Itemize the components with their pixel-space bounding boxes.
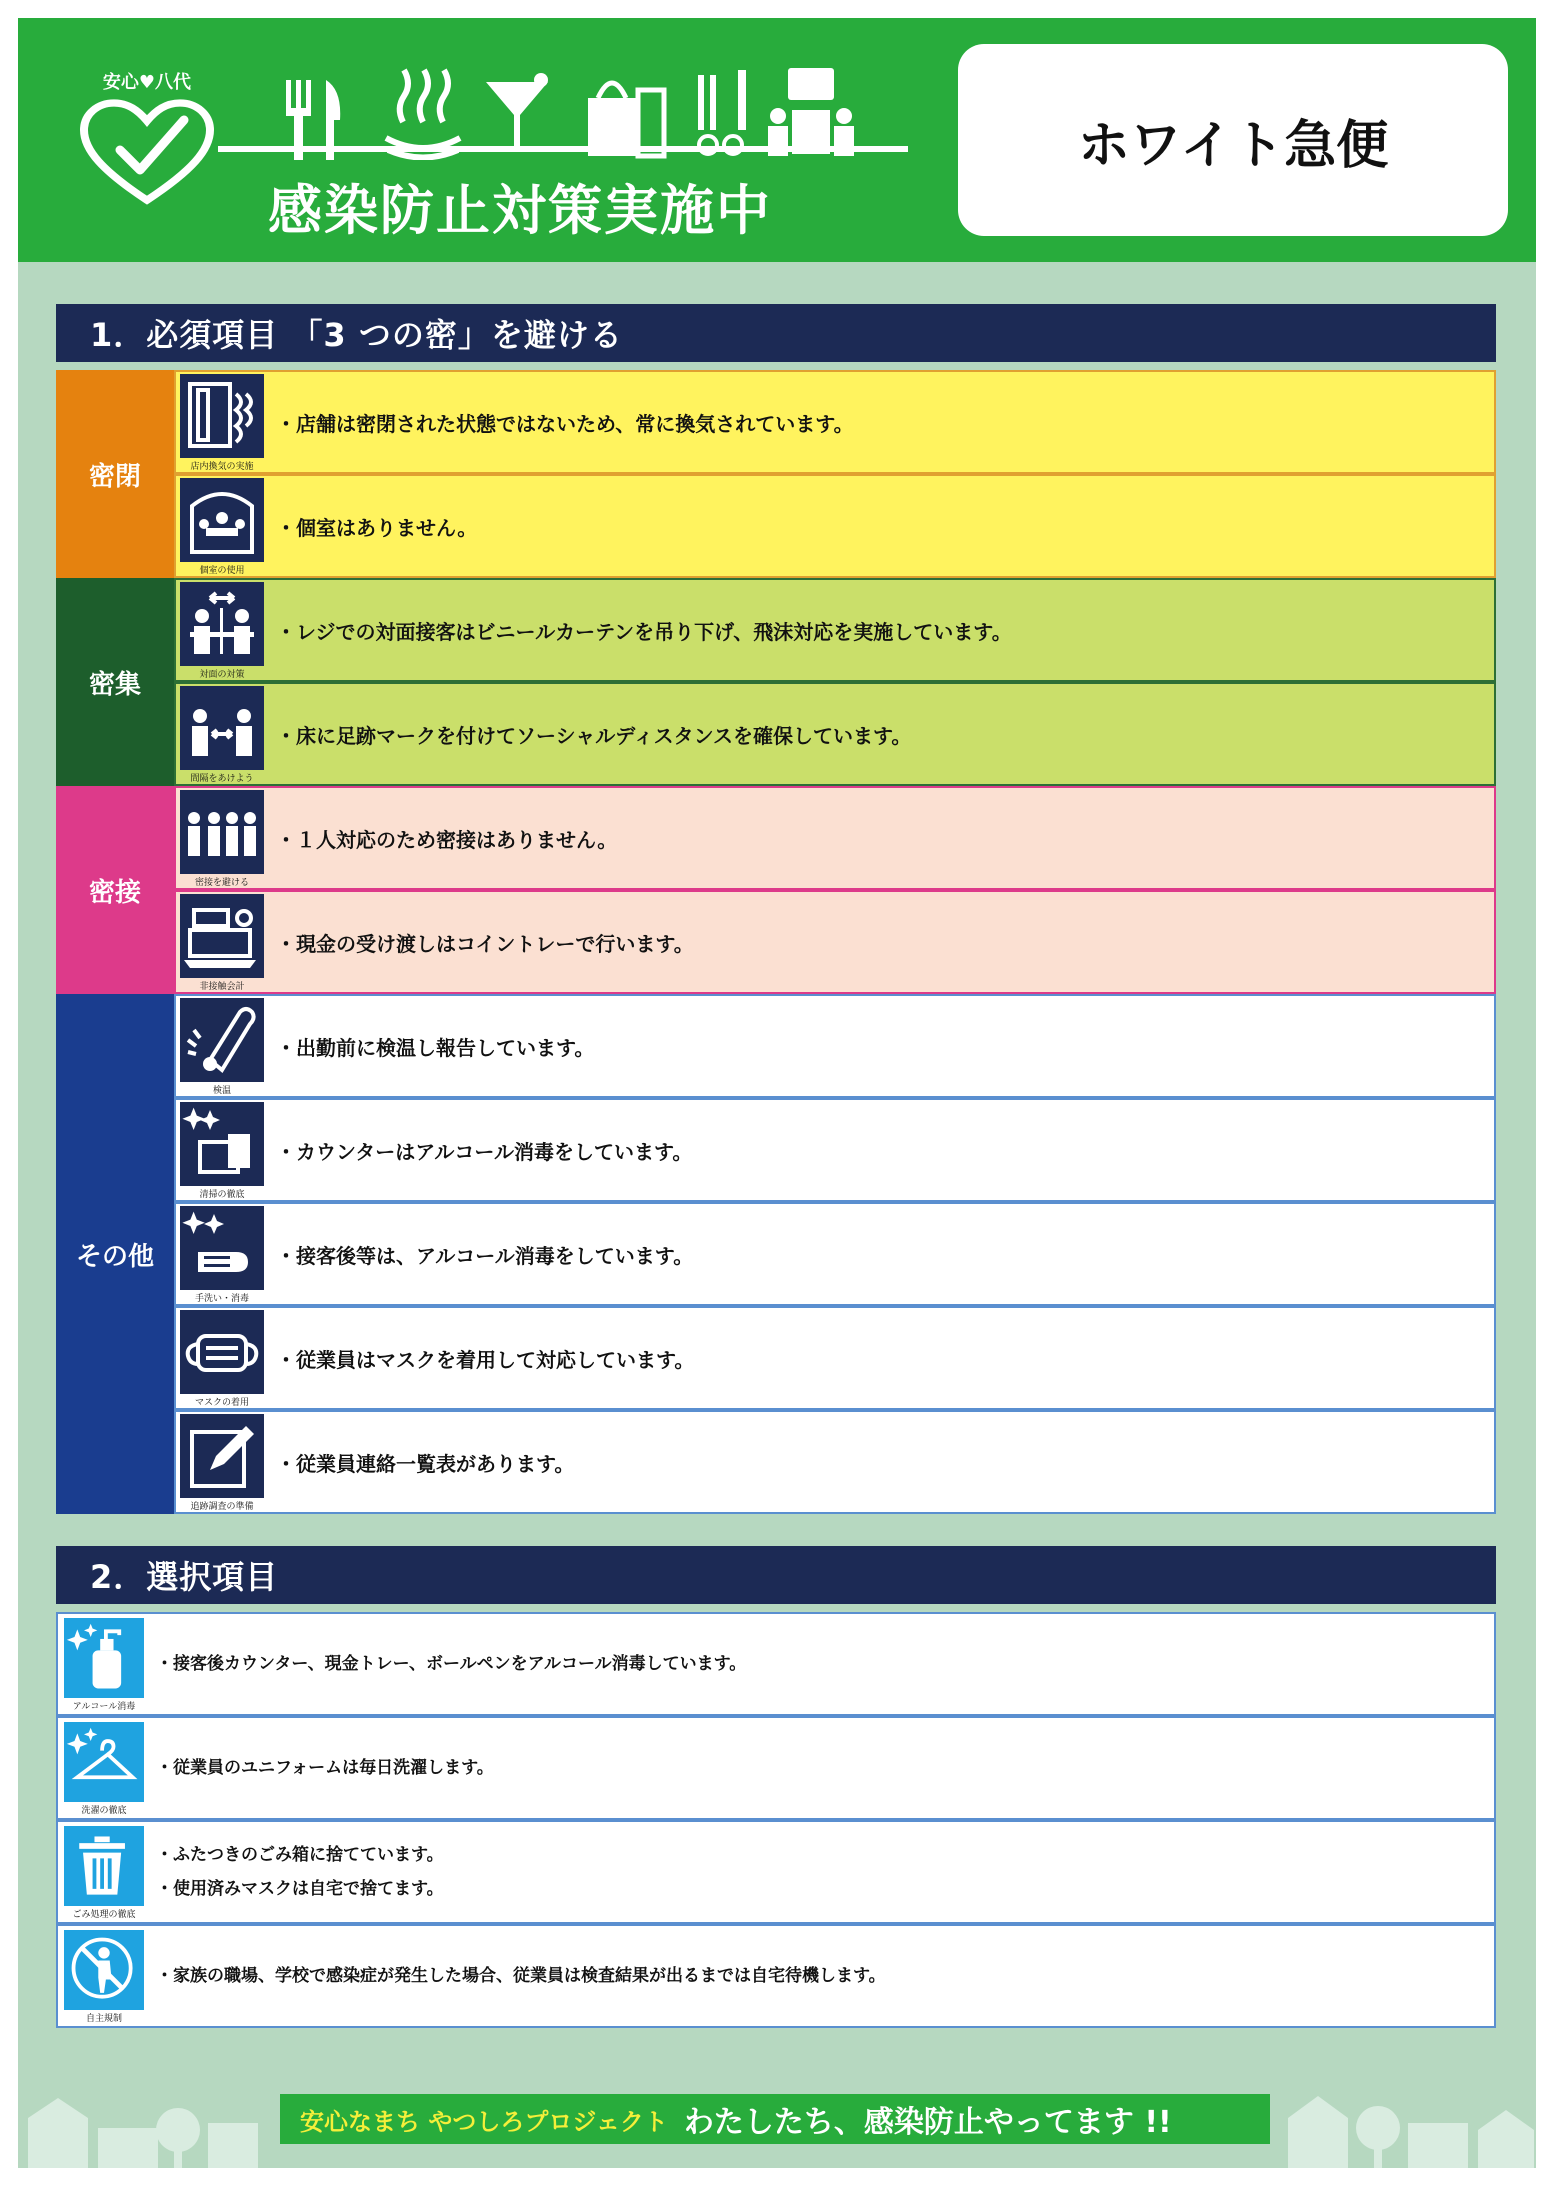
icon-caption: 密接を避ける bbox=[194, 878, 249, 888]
no-go-out-icon bbox=[64, 1930, 144, 2026]
measure-row bbox=[174, 1202, 1496, 1306]
measure-text: ・接客後等は、アルコール消毒をしています。 bbox=[276, 1243, 694, 1268]
trash-can-icon-tile bbox=[64, 1826, 144, 1906]
icon-caption: 間隔をあけよう bbox=[190, 774, 254, 784]
measure-row bbox=[174, 474, 1496, 578]
cocktail-icon bbox=[486, 73, 548, 152]
icon-caption: ごみ処理の徹底 bbox=[72, 1910, 136, 1920]
cleaning-icon bbox=[180, 1102, 264, 1200]
measure-row bbox=[174, 1306, 1496, 1410]
icon-caption: 洗濯の徹底 bbox=[81, 1806, 127, 1816]
ventilation-icon-tile bbox=[180, 374, 264, 458]
poster bbox=[18, 18, 1536, 2168]
icon-caption: 清掃の徹底 bbox=[199, 1190, 245, 1200]
private-room-icon-tile bbox=[180, 478, 264, 562]
thermometer-icon bbox=[180, 998, 264, 1096]
icon-caption: 追跡調査の準備 bbox=[190, 1502, 254, 1512]
thermometer-icon-tile bbox=[180, 998, 264, 1082]
icon-caption: 対面の対策 bbox=[199, 670, 245, 680]
header-banner bbox=[18, 18, 1536, 262]
measure-row bbox=[174, 786, 1496, 890]
measure-row bbox=[174, 1098, 1496, 1202]
measure-text: ・レジでの対面接客はビニールカーテンを吊り下げ、飛沫対応を実施しています。 bbox=[276, 619, 1012, 644]
hand-wash-icon-tile bbox=[180, 1206, 264, 1290]
measure-text: ・従業員連絡一覧表があります。 bbox=[276, 1451, 575, 1476]
face-to-face-icon bbox=[180, 582, 264, 680]
measure-row bbox=[174, 1410, 1496, 1514]
icon-caption: マスクの着用 bbox=[194, 1398, 249, 1408]
page-title: 感染防止対策実施中 bbox=[268, 179, 772, 242]
icon-caption: 非接触会計 bbox=[199, 982, 245, 992]
measure-text: ・出勤前に検温し報告しています。 bbox=[276, 1035, 595, 1060]
optional-row bbox=[56, 1820, 1496, 1924]
mask-icon-tile bbox=[180, 1310, 264, 1394]
company-box bbox=[958, 44, 1508, 236]
trash-can-icon bbox=[64, 1826, 144, 1922]
badge-text: 安心♥八代 bbox=[102, 72, 192, 93]
hand-wash-icon bbox=[180, 1206, 264, 1304]
alcohol-bottle-icon-tile bbox=[64, 1618, 144, 1698]
avoid-crowd-icon bbox=[180, 790, 264, 888]
ventilation-icon bbox=[180, 374, 264, 472]
optional-text: ・従業員のユニフォームは毎日洗濯します。 bbox=[156, 1758, 494, 1778]
no-go-out-icon-tile bbox=[64, 1930, 144, 2010]
icon-caption: 自主規制 bbox=[85, 2014, 122, 2024]
icon-caption: 検温 bbox=[212, 1086, 231, 1096]
optional-text: ・使用済みマスクは自宅で捨てます。 bbox=[156, 1879, 444, 1899]
optional-text-block bbox=[156, 1718, 494, 1818]
section2-heading: 2．選択項目 bbox=[56, 1546, 1496, 1604]
measure-text: ・従業員はマスクを着用して対応しています。 bbox=[276, 1347, 695, 1372]
measure-row bbox=[174, 890, 1496, 994]
measure-row bbox=[174, 578, 1496, 682]
heart-check-icon bbox=[72, 68, 222, 218]
measure-row bbox=[174, 682, 1496, 786]
anshin-yatsushiro-badge bbox=[72, 68, 222, 218]
notepad-icon-tile bbox=[180, 1414, 264, 1498]
optional-text-block bbox=[156, 1926, 886, 2026]
icon-caption: 個室の使用 bbox=[199, 566, 245, 576]
distance-icon-tile bbox=[180, 686, 264, 770]
mask-icon bbox=[180, 1310, 264, 1408]
optional-text-block bbox=[156, 1822, 444, 1922]
icon-caption: 店内換気の実施 bbox=[190, 462, 254, 472]
measure-row bbox=[174, 994, 1496, 1098]
measure-text: ・店舗は密閉された状態ではないため、常に換気されています。 bbox=[276, 411, 854, 436]
measure-row bbox=[174, 370, 1496, 474]
measure-text: ・１人対応のため密接はありません。 bbox=[276, 827, 618, 852]
group-label-3: その他 bbox=[56, 994, 174, 1514]
icon-caption: 手洗い・消毒 bbox=[194, 1294, 249, 1304]
optional-row bbox=[56, 1612, 1496, 1716]
measure-text: ・床に足跡マークを付けてソーシャルディスタンスを確保しています。 bbox=[276, 723, 912, 748]
group-label-2: 密接 bbox=[56, 786, 174, 994]
optional-text-block bbox=[156, 1614, 746, 1714]
optional-text: ・ふたつきのごみ箱に捨てています。 bbox=[156, 1845, 444, 1865]
footer-project: 安心なまち やつしろプロジェクト bbox=[300, 2107, 668, 2136]
alcohol-bottle-icon bbox=[64, 1618, 144, 1714]
optional-row bbox=[56, 1716, 1496, 1820]
contactless-payment-icon-tile bbox=[180, 894, 264, 978]
hot-spring-icon bbox=[386, 70, 460, 158]
icon-caption: アルコール消毒 bbox=[72, 1702, 136, 1712]
meeting-icon bbox=[768, 68, 854, 156]
optional-row bbox=[56, 1924, 1496, 2028]
distance-icon bbox=[180, 686, 264, 784]
notepad-icon bbox=[180, 1414, 264, 1512]
private-room-icon bbox=[180, 478, 264, 576]
contactless-payment-icon bbox=[180, 894, 264, 992]
measure-text: ・現金の受け渡しはコイントレーで行います。 bbox=[276, 931, 694, 956]
footer-banner bbox=[280, 2094, 1270, 2144]
face-to-face-icon-tile bbox=[180, 582, 264, 666]
header-divider bbox=[218, 146, 908, 152]
section1-heading: 1．必須項目 「3 つの密」を避ける bbox=[56, 304, 1496, 362]
group-label-1: 密集 bbox=[56, 578, 174, 786]
optional-text: ・接客後カウンター、現金トレー、ボールペンをアルコール消毒しています。 bbox=[156, 1654, 747, 1674]
facility-icons-row bbox=[258, 60, 878, 160]
avoid-crowd-icon-tile bbox=[180, 790, 264, 874]
measure-text: ・カウンターはアルコール消毒をしています。 bbox=[276, 1139, 693, 1164]
barber-icon bbox=[698, 70, 746, 154]
footer-slogan: わたしたち、感染防止やってます !! bbox=[683, 2105, 1172, 2140]
hanger-icon-tile bbox=[64, 1722, 144, 1802]
hanger-icon bbox=[64, 1722, 144, 1818]
company-name: ホワイト急便 bbox=[1077, 115, 1389, 176]
measure-text: ・個室はありません。 bbox=[276, 515, 478, 540]
group-label-0: 密閉 bbox=[56, 370, 174, 578]
cleaning-icon-tile bbox=[180, 1102, 264, 1186]
optional-text: ・家族の職場、学校で感染症が発生した場合、従業員は検査結果が出るまでは自宅待機します。 bbox=[156, 1966, 886, 1986]
